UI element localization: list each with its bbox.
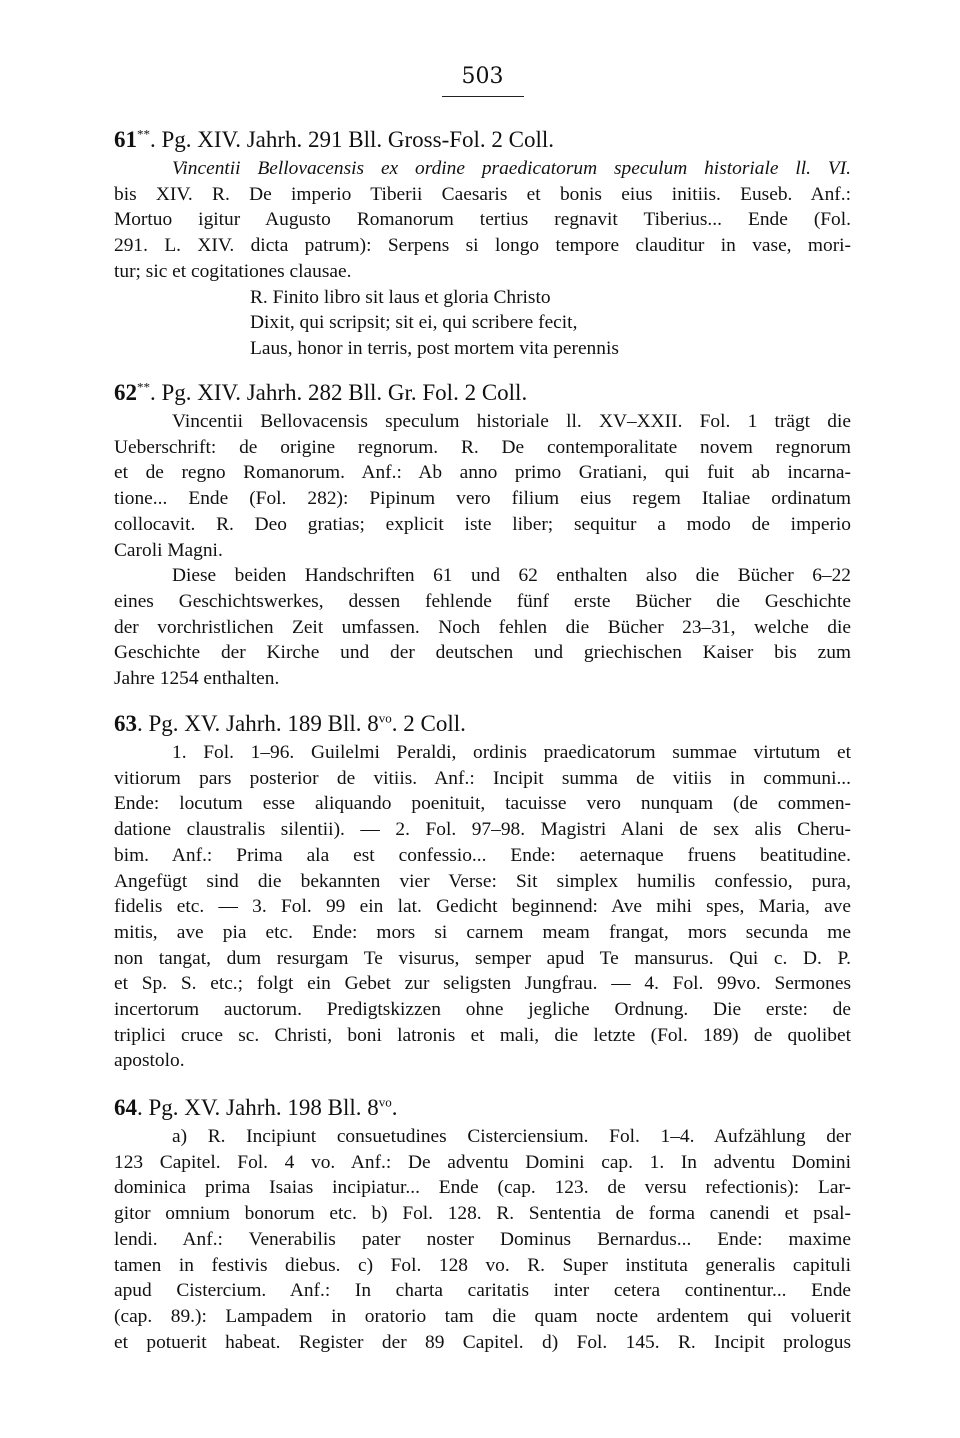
verse-line: R. Finito libro sit laus et gloria Christo — [250, 286, 551, 308]
text-line: dominica prima Isaias incipiatur... Ende (cap. 123. de versu refectionis): Lar- — [114, 1177, 851, 1199]
entry-stars: ** — [137, 126, 150, 142]
page-number: 503 — [461, 64, 504, 89]
entry-heading — [114, 710, 851, 737]
page-number-rule — [442, 96, 524, 97]
entry-heading-tail: . 2 Coll. — [391, 711, 466, 736]
text-line: (cap. 89.): Lampadem in oratorio tam die quam nocte ardentem qui voluerit — [114, 1305, 851, 1327]
text-line-content: Vincentii Bellovacensis ex ordine praedicatorum speculum historiale ll. VI. — [172, 158, 851, 179]
entry-62 — [114, 379, 851, 692]
text-line: Vincentii Bellovacensis speculum historiale ll. XV–XXII. Fol. 1 trägt die — [172, 411, 851, 432]
entry-heading — [114, 1094, 851, 1121]
text-line: fidelis etc. — 3. Fol. 99 ein lat. Gedicht beginnend: Ave mihi spes, Maria, ave — [114, 896, 851, 918]
note-line: eines Geschichtswerkes, dessen fehlende fünf erste Bücher die Geschichte — [114, 590, 851, 612]
text-line: 123 Capitel. Fol. 4 vo. Anf.: De adventu Domini cap. 1. In adventu Domini — [114, 1151, 851, 1173]
entry-64 — [114, 1094, 851, 1355]
entry-heading — [114, 126, 851, 153]
text-line: et Sp. S. etc.; folgt ein Gebet zur seligsten Jungfrau. — 4. Fol. 99vo. Sermones — [114, 973, 851, 995]
text-line: triplici cruce sc. Christi, boni latronis et mali, die letzte (Fol. 189) de quolibet — [114, 1024, 851, 1046]
entry-63 — [114, 710, 851, 1074]
text-line: bis XIV. R. De imperio Tiberii Caesaris et bonis eius initiis. Euseb. Anf.: — [114, 183, 851, 205]
text-line: lendi. Anf.: Venerabilis pater noster Dominus Bernardus... Ende: maxime — [114, 1228, 851, 1250]
text-line: 291. L. XIV. dicta patrum): Serpens si longo tempore clauditur in vase, mori- — [114, 235, 851, 257]
entry-heading-text: . Pg. XIV. Jahrh. 291 Bll. Gross-Fol. 2 Coll. — [150, 127, 555, 152]
text-line: et potuerit habeat. Register der 89 Capitel. d) Fol. 145. R. Incipit prologus — [114, 1331, 851, 1353]
note-line: Geschichte der Kirche und der deutschen und griechischen Kaiser bis zum — [114, 642, 851, 664]
entry-heading-text: . Pg. XIV. Jahrh. 282 Bll. Gr. Fol. 2 Coll. — [150, 380, 528, 405]
text-line: Ende: locutum esse aliquando poenituit, tacuisse vero nunquam (de commen- — [114, 793, 851, 815]
verse-line: Dixit, qui scripsit; sit ei, qui scribere fecit, — [250, 312, 578, 334]
entry-description — [114, 1124, 851, 1355]
text-line: datione claustralis silentii). — 2. Fol. 97–98. Magistri Alani de sex alis Cheru- — [114, 819, 851, 841]
text-line: non tangat, dum resurgam Te visurus, semper apud Te mansurus. Qui c. D. P. — [114, 947, 851, 969]
entry-heading — [114, 379, 851, 406]
text-line: Angefügt sind die bekannten vier Verse: Sit simplex humilis confessio, pura, — [114, 870, 851, 892]
text-line: incertorum auctorum. Predigtskizzen ohne jegliche Ordnung. Die erste: de — [114, 999, 851, 1021]
text-line: bim. Anf.: Prima ala est confessio... Ende: aeternaque fruens beatitudine. — [114, 844, 851, 866]
text-line: Mortuo igitur Augusto Romanorum tertius regnavit Tiberius... Ende (Fol. — [114, 209, 851, 231]
entry-description — [114, 740, 851, 1074]
text-line: Caroli Magni. — [114, 539, 223, 561]
format-superscript: vo — [378, 1094, 392, 1110]
entry-heading-tail: . — [391, 1095, 398, 1120]
text-line: apostolo. — [114, 1050, 185, 1072]
text-line: mitis, ave pia etc. Ende: mors si carnem meam frangat, mors secunda me — [114, 921, 851, 943]
text-line: gitor omnium bonorum etc. b) Fol. 128. R. Sententia de forma canendi et psal- — [114, 1203, 851, 1225]
entry-stars: ** — [137, 379, 150, 395]
text-line: tione... Ende (Fol. 282): Pipinum vero filium eius regem Italiae ordinatum — [114, 488, 851, 510]
note-line: Jahre 1254 enthalten. — [114, 668, 280, 690]
note-line: Diese beiden Handschriften 61 und 62 enthalten also die Bücher 6–22 — [172, 565, 851, 587]
text-line: collocavit. R. Deo gratias; explicit iste liber; sequitur a modo de imperio — [114, 513, 851, 535]
text-line: tamen in festivis diebus. c) Fol. 128 vo. R. Super instituta generalis capituli — [114, 1254, 851, 1276]
text-line — [114, 156, 851, 182]
entry-number: 61 — [114, 127, 137, 152]
text-line: a) R. Incipiunt consuetudines Cisterciensium. Fol. 1–4. Aufzählung der — [172, 1126, 851, 1147]
note-line: der vorchristlichen Zeit umfassen. Noch fehlen die Bücher 23–31, welche die — [114, 616, 851, 638]
text-line: et de regno Romanorum. Anf.: Ab anno primo Gratiani, qui fuit ab incarna- — [114, 462, 851, 484]
text-line: 1. Fol. 1–96. Guilelmi Peraldi, ordinis praedicatorum summae virtutum et — [172, 742, 851, 763]
text-line: tur; sic et cogitationes clausae. — [114, 260, 352, 282]
entry-description — [114, 156, 851, 362]
page — [114, 64, 851, 1353]
entry-number: 62 — [114, 380, 137, 405]
text-line: apud Cistercium. Anf.: In charta caritatis inter cetera continentur... Ende — [114, 1280, 851, 1302]
entry-number: 63 — [114, 711, 137, 736]
verse-line: Laus, honor in terris, post mortem vita perennis — [250, 337, 619, 359]
entry-description — [114, 409, 851, 692]
entry-number: 64 — [114, 1095, 137, 1120]
format-superscript: vo — [378, 710, 392, 726]
entry-61 — [114, 126, 851, 362]
text-line: vitiorum pars posterior de vitiis. Anf.: Incipit summa de vitiis in communi... — [114, 767, 851, 789]
text-line: Ueberschrift: de origine regnorum. R. De contemporalitate novem regnorum — [114, 436, 851, 458]
entry-heading-text: . Pg. XV. Jahrh. 198 Bll. 8 — [137, 1095, 379, 1120]
entry-heading-text: . Pg. XV. Jahrh. 189 Bll. 8 — [137, 711, 379, 736]
